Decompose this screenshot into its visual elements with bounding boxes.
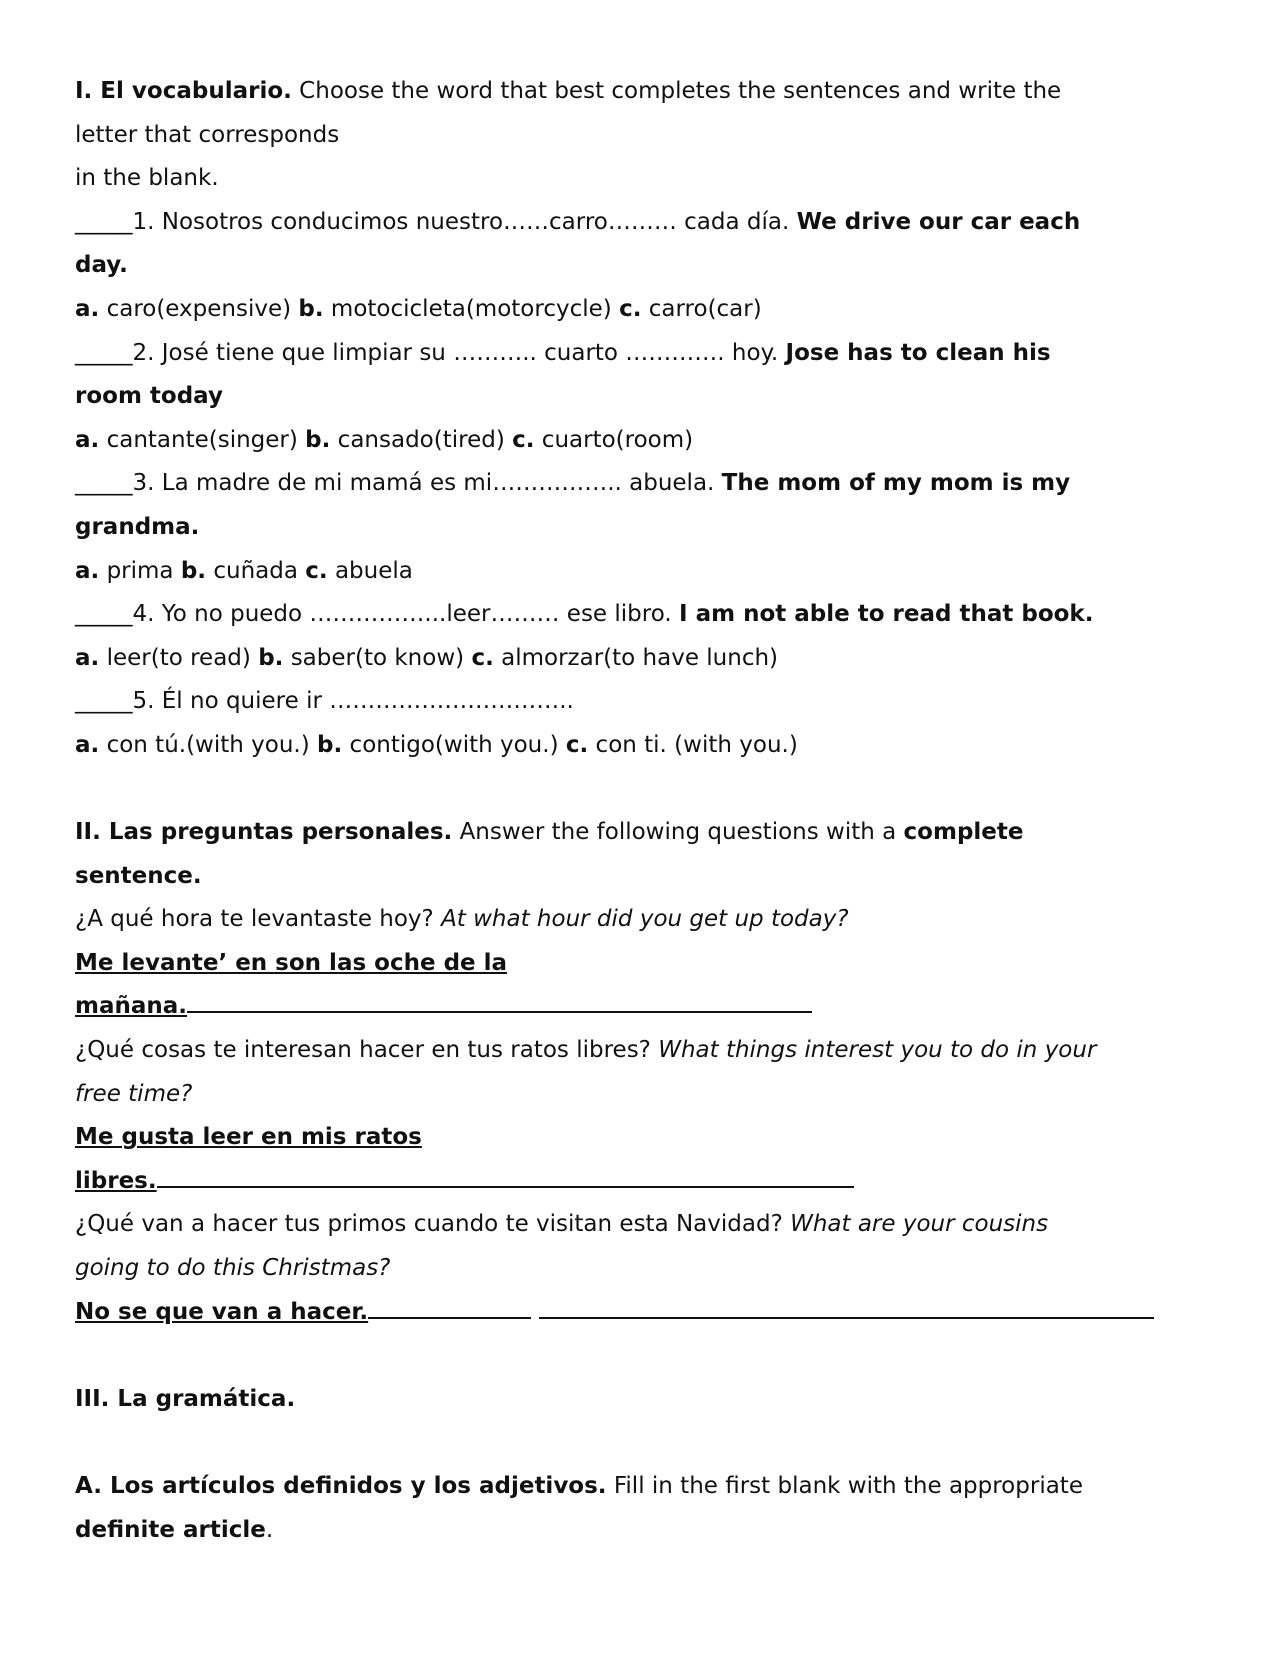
personal-question-3: ¿Qué van a hacer tus primos cuando te visitan esta Navidad? What are your cousins (75, 1211, 1049, 1238)
section2-instructions: II. Las preguntas personales. Answer the following questions with a complete (75, 819, 1024, 846)
spacer (75, 1421, 1210, 1465)
question-1-options: a. caro(expensive) b. motocicleta(motorcycle) c. carro(car) (75, 295, 762, 322)
section3-heading: III. La gramática. (75, 1385, 296, 1412)
answer-blank[interactable]: _____ (75, 688, 133, 715)
section1-instructions: I. El vocabulario. Choose the word that best completes the sentences and write the (75, 78, 1062, 104)
question-5: _____5. Él no quiere ir ………………………….. (75, 688, 574, 715)
personal-question-2: ¿Qué cosas te interesan hacer en tus ratos libres? What things interest you to do in your (75, 1037, 1097, 1064)
question-1: _____1. Nosotros conducimos nuestro……carro……… cada día. We drive our car each (75, 208, 1081, 235)
section1-heading: I. El vocabulario. (75, 78, 292, 104)
section3a-instructions: A. Los artículos definidos y los adjetivos. Fill in the first blank with the appropriate (75, 1473, 1083, 1499)
answer-blank[interactable]: _____ (75, 208, 133, 235)
question-2: _____2. José tiene que limpiar su ……….. cuarto …………. hoy. Jose has to clean his (75, 339, 1051, 366)
section2-heading: II. Las preguntas personales. (75, 819, 453, 846)
answer-underline[interactable] (539, 1297, 1154, 1319)
question-4: _____4. Yo no puedo ……………...leer……… ese libro. I am not able to read that book. (75, 601, 1094, 628)
answer-blank[interactable]: _____ (75, 339, 133, 366)
answer-blank[interactable]: _____ (75, 470, 133, 497)
question-3: _____3. La madre de mi mamá es mi…………….. abuela. The mom of my mom is my (75, 470, 1071, 497)
answer-1-line1: Me levante’ en son las oche de la (75, 949, 508, 976)
worksheet-page: I. El vocabulario. Choose the word that best completes the sentences and write the letter that corresponds in the blank. _____1. Nosotros conducimos nuestro……carro……… cada día. We drive our car each day. a. caro(expensive) b. motocicleta(motorcycle) c. carro(car) _____2. José tiene que limpiar su ……….. cuarto …………. hoy. Jose has to clean his room today a. cantante(singer) b. cansado(tired) c. cuarto(room) _____3. La madre de mi mamá es mi…………….. abuela. The mom of my mom is my grandma. a. prima b. cuñada c. abuela _____4. Yo no puedo ……………...leer……… ese libro. I am not able to read that book. a. leer(to read) b. saber(to know) c. almorzar(to have lunch) _____5. Él no quiere ir ………………………….. a. con tú.(with you.) b. contigo(with you.) c. con ti. (with you.) II. Las preguntas personales. Answer the following questions with a complete sentence. ¿A qué hora te levantaste hoy? At what hour did you get up today? Me levante’ en son las oche de la mañana. ¿Qué cosas te interesan hacer en tus ratos libres? What things interest you to do in your free time? Me gusta leer en mis ratos libres. ¿Qué van a hacer tus primos cuando te visitan esta Navidad? What are your cousins going to do this Christmas? No se que van a hacer. III. La gramática. A. Los artículos definidos y los adjetivos. Fill in the first blank with the appropriate definite article. (0, 0, 1280, 1656)
answer-underline[interactable] (187, 991, 812, 1013)
answer-blank[interactable]: _____ (75, 601, 133, 628)
personal-question-1: ¿A qué hora te levantaste hoy? At what hour did you get up today? (75, 906, 849, 933)
question-3-options: a. prima b. cuñada c. abuela (75, 557, 413, 584)
question-4-options: a. leer(to read) b. saber(to know) c. almorzar(to have lunch) (75, 644, 779, 671)
question-2-options: a. cantante(singer) b. cansado(tired) c. cuarto(room) (75, 426, 694, 453)
answer-underline[interactable] (368, 1297, 531, 1319)
spacer (75, 1334, 1210, 1378)
answer-underline[interactable] (157, 1166, 854, 1188)
answer-2-line1: Me gusta leer en mis ratos (75, 1124, 422, 1151)
answer-2-line2: libres. (75, 1160, 1210, 1204)
question-5-options: a. con tú.(with you.) b. contigo(with you.) c. con ti. (with you.) (75, 731, 798, 758)
spacer (75, 768, 1210, 812)
answer-3-line1: No se que van a hacer. (75, 1291, 1210, 1335)
answer-1-line2: mañana. (75, 985, 1210, 1029)
